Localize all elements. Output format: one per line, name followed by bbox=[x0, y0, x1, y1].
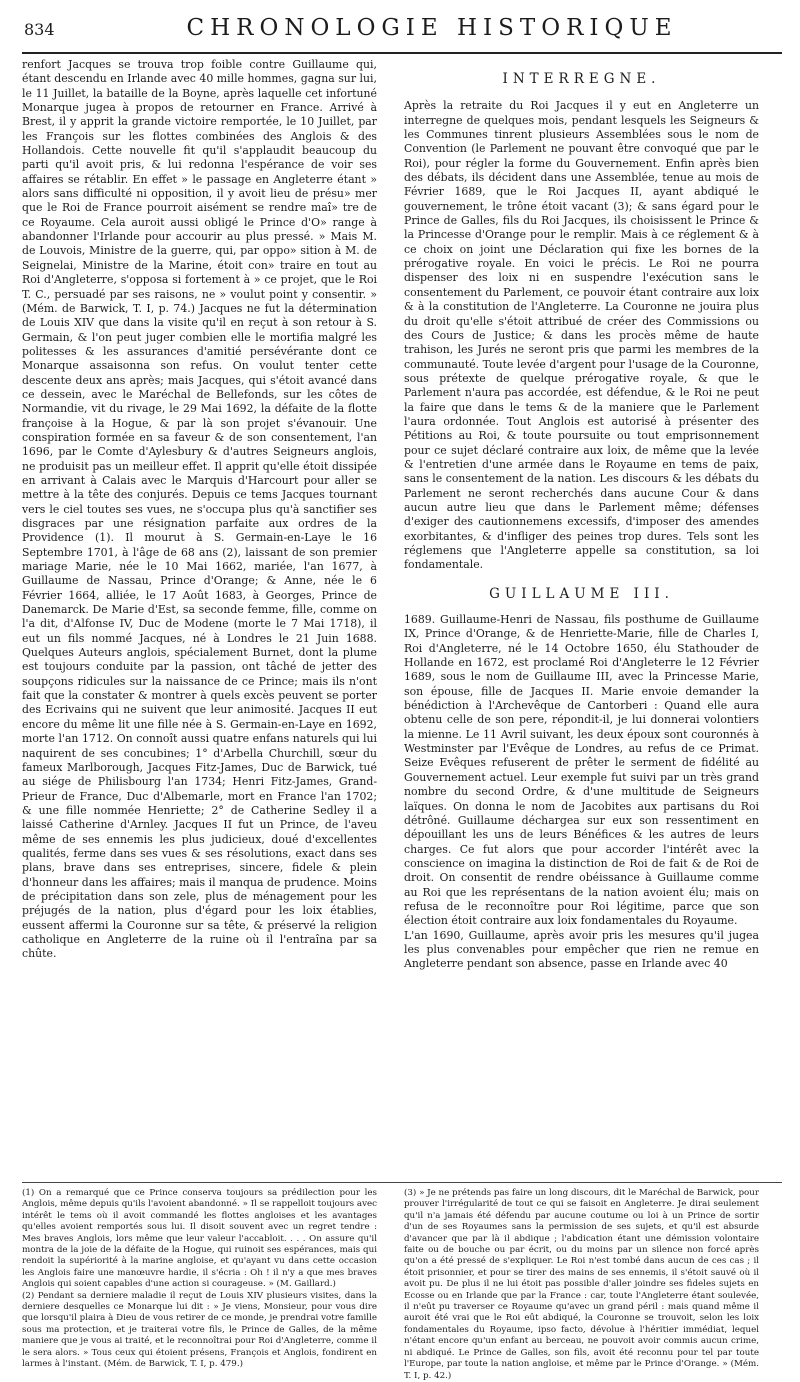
left-column bbox=[22, 58, 377, 962]
heading-interregne: INTERREGNE. bbox=[502, 71, 661, 87]
guillaume-paragraph-2: L'an 1690, Guillaume, après avoir pris les mesures qu'il jugea les plus convenables pour empêcher que rien ne remue en Angleterre pendant son absence, passe en Irlande avec 40 bbox=[404, 928, 759, 971]
footnote-2: (2) Pendant sa derniere maladie il reçut de Louis XIV plusieurs visites, dans la derniere desquelles ce Monarque lui dit : » Je viens, Monsieur, pour vous dire que lorsqu'il plaira à Dieu de vous retirer de ce monde, je prendrai votre famille sous ma protection, et je traiterai votre fils, le Prince de Galles, de la même maniere que je vous ai traité, et le reconnoîtrai pour Roi d'Angleterre, comme il le sera alors. » Tous ceux qui étoient présens, François et Anglois, fondirent en larmes à l'instant. (Mém. de Barwick, T. I, p. 479.) bbox=[22, 1290, 377, 1370]
footnote-3: (3) » Je ne prétends pas faire un long discours, dit le Maréchal de Barwick, pour prouver l'irrégularité de tout ce qui se faisoit en Angleterre. Je dirai seulement qu'il n'a jamais été défendu par aucune coutume ou loi à un Prince de sortir d'un de ses Royaumes sans la permission de ses sujets, et qu'il est absurde d'avancer que par là il abdique ; l'abdication étant une démission volontaire faite ou de bouche ou par écrit, ou du moins par un silence non forcé après qu'on a été pressé de s'expliquer. Le Roi n'est tombé dans aucun de ces cas ; il étoit prisonnier, et pour se tirer des mains de ses ennemis, il s'étoit sauvé où il avoit pu. De plus il ne lui étoit pas possible d'aller joindre ses fideles sujets en Ecosse ou en Irlande que par la France : car, toute l'Angleterre étant soulevée, il n'eût pu traverser ce Royaume qu'avec un grand péril : mais quand même il auroit été vrai que le Roi eût abdiqué, la Couronne se trouvoit, selon les loix fondamentales du Royaume, ipso facto, dévolue à l'héritier immédiat, lequel n'étant encore qu'un enfant au berceau, ne pouvoit avoir commis aucun crime, ni abdiqué. Le Prince de Galles, son fils, avoit été reconnu pour tel par toute l'Europe, par toute la nation angloise, et même par le Prince d'Orange. » (Mém. T. I, p. 42.) bbox=[404, 1188, 759, 1381]
heading-guillaume-iii: GUILLAUME III. bbox=[489, 585, 674, 602]
page-header bbox=[22, 8, 782, 54]
right-column bbox=[404, 58, 759, 972]
running-title: CHRONOLOGIE HISTORIQUE bbox=[186, 15, 678, 41]
interregne-paragraph: Après la retraite du Roi Jacques il y eut en Angleterre un interregne de quelques mois, pendant lesquels les Seigneurs & les Communes tinrent plusieurs Assemblées sous le nom de Convention (le Parlement ne pouvant être convoqué que par le Roi), pour régler la forme du Gouvernement. Enfin après bien des débats, ils décident dans une Assemblée, tenue au mois de Février 1689, que le Roi Jacques II, ayant abdiqué le gouvernement, le trône étoit vacant (3); & sans égard pour le Prince de Galles, fils du Roi Jacques, ils choisissent le Prince & la Princesse d'Orange pour le remplir. Mais à ce réglement & à ce choix on joint une Déclaration qui fixe les bornes de la prérogative royale. En voici le précis. Le Roi ne pourra dispenser des loix ni en suspendre l'exécution sans le consentement du Parlement, ce pouvoir étant contraire aux loix & à la constitution de l'Angleterre. La Couronne ne jouira plus du droit qu'elle s'étoit attribué de créer des Commissions ou des Cours de Justice; & dans les procès même de haute trahison, les Jurés ne seront pris que parmi les membres de la communauté. Toute levée d'argent pour l'usage de la Couronne, sous prétexte de quelque prérogative royale, & que le Parlement n'aura pas accordée, est défendue, & le Roi ne peut la faire que dans le tems & de la maniere que le Parlement l'aura ordonnée. Tout Anglois est autorisé à présenter des Pétitions au Roi, & toute poursuite ou tout emprisonnement pour ce sujet déclaré contraire aux loix, de même que la levée & l'entretien d'une armée dans le Royaume en tems de paix, sans le consentement de la nation. Les discours & les débats du Parlement ne seront recherchés dans aucune Cour & dans aucun autre lieu que dans le Parlement même; défenses d'exiger des cautionnemens excessifs, d'imposer des amendes exorbitantes, & d'infliger des peines trop dures. Tels sont les réglemens que l'Angleterre appelle sa constitution, sa loi fondamentale. bbox=[404, 99, 759, 572]
footnote-1: (1) On a remarqué que ce Prince conserva toujours sa prédilection pour les Anglois, même depuis qu'ils l'avoient abandonné. » Il se rappelloit toujours avec intérêt le tems où il avoit commandé les flottes angloises et les avantages qu'elles avoient remportés sous lui. Il disoit souvent avec un regret tendre : Mes braves Anglois, lors même que leur valeur l'accabloit. . . . On assure qu'il montra de la joie de la défaite de la Hogue, qui ruinoit ses espérances, mais qui rendoit la supériorité à la marine angloise, et qu'ayant vu dans cette occasion les Anglois faire une manœuvre hardie, il s'écria : Oh ! il n'y a que mes braves Anglois qui soient capables d'une action si courageuse. » (M. Gaillard.) bbox=[22, 1188, 377, 1290]
left-column-paragraph: renfort Jacques se trouva trop foible contre Guillaume qui, étant descendu en Irlande avec 40 mille hommes, gagna sur lui, le 11 Juillet, la bataille de la Boyne, après laquelle cet infortuné Monarque jugea à propos de retourner en France. Arrivé à Brest, il y apprit la grande victoire remportée, le 10 Juillet, par les François sur les flottes combinées des Anglois & des Hollandois. Cette nouvelle fit qu'il s'applaudit beaucoup du parti qu'il avoit pris, & lui redonna l'espérance de voir ses affaires se rétablir. En effet » le passage en Angleterre étant » alors sans difficulté ni opposition, il y avoit lieu de présu» mer que le Roi de France pourroit aisément se rendre maî» tre de ce Royaume. Cela auroit aussi obligé le Prince d'O» range à abandonner l'Irlande pour accourir au plus pressé. » Mais M. de Louvois, Ministre de la guerre, qui, par oppo» sition à M. de Seignelai, Ministre de la Marine, étoit con» traire en tout au Roi d'Angleterre, s'opposa si fortement à » ce projet, que le Roi T. C., persuadé par ses raisons, ne » voulut point y consentir. » (Mém. de Barwick, T. I, p. 74.) Jacques ne fut la détermination de Louis XIV que dans la visite qu'il en reçut à son retour à S. Germain, & l'on peut juger combien elle le mortifia malgré les politesses & les assurances d'amitié persévérante dont ce Monarque assaisonna son refus. On voulut tenter cette descente deux ans après; mais Jacques, qui s'étoit avancé dans ce dessein, avec le Maréchal de Bellefonds, sur les côtes de Normandie, vit du rivage, le 29 Mai 1692, la défaite de la flotte françoise à la Hogue, & par là son projet s'évanouir. Une conspiration formée en sa faveur & de son consentement, l'an 1696, par le Comte d'Aylesbury & d'autres Seigneurs anglois, ne produisit pas un meilleur effet. Il apprit qu'elle étoit dissipée en arrivant à Calais avec le Marquis d'Harcourt pour aller se mettre à la tête des conjurés. Depuis ce tems Jacques tournant vers le ciel toutes ses vues, ne s'occupa plus qu'à sanctifier ses disgraces par une résignation parfaite aux ordres de la Providence (1). Il mourut à S. Germain-en-Laye le 16 Septembre 1701, à l'âge de 68 ans (2), laissant de son premier mariage Marie, née le 10 Mai 1662, mariée, l'an 1677, à Guillaume de Nassau, Prince d'Orange; & Anne, née le 6 Février 1664, alliée, le 17 Août 1683, à Georges, Prince de Danemarck. De Marie d'Est, sa seconde femme, fille, comme on l'a dit, d'Alfonse IV, Duc de Modene (morte le 7 Mai 1718), il eut un fils nommé Jacques, né à Londres le 21 Juin 1688. Quelques Auteurs anglois, spécialement Burnet, dont la plume est toujours conduite par la passion, ont tâché de jetter des soupçons ridicules sur la naissance de ce Prince; mais ils n'ont fait que la constater & montrer à quels excès peuvent se porter des Ecrivains qui ne suivent que leur animosité. Jacques II eut encore du même lit une fille née à S. Germain-en-Laye en 1692, morte l'an 1712. On connoît aussi quatre enfans naturels qui lui naquirent de ses concubines; 1° d'Arbella Churchill, sœur du fameux Marlborough, Jacques Fitz-James, Duc de Barwick, tué au siége de Philisbourg l'an 1734; Henri Fitz-James, Grand-Prieur de France, Duc d'Albemarle, mort en France l'an 1702; & une fille nommée Henriette; 2° de Catherine Sedley il a laissé Catherine d'Arnley. Jacques II fut un Prince, de l'aveu même de ses ennemis les plus judicieux, doué d'excellentes qualités, ferme dans ses vues & ses résolutions, exact dans ses plans, brave dans ses entreprises, sincere, fidele & plein d'honneur dans les affaires; mais il manqua de prudence. Moins de précipitation dans son zele, plus de ménagement pour les préjugés de la nation, plus d'égard pour les loix établies, eussent affermi la Couronne sur sa tête, & préservé la religion catholique en Angleterre de la ruine où il l'entraîna par sa chûte. bbox=[22, 58, 377, 961]
footnotes-left bbox=[22, 1188, 377, 1371]
book-page bbox=[22, 8, 782, 1381]
page-number: 834 bbox=[24, 20, 55, 39]
guillaume-paragraph-1: 1689. Guillaume-Henri de Nassau, fils posthume de Guillaume IX, Prince d'Orange, & de Henriette-Marie, fille de Charles I, Roi d'Angleterre, né le 14 Octobre 1650, élu Stathouder de Hollande en 1672, est proclamé Roi d'Angleterre le 12 Février 1689, sous le nom de Guillaume III, avec la Princesse Marie, son épouse, fille de Jacques II. Marie envoie demander la bénédiction à l'Archevêque de Cantorberi : Quand elle aura obtenu celle de son pere, répondit-il, je lui donnerai volontiers la mienne. Le 11 Avril suivant, les deux époux sont couronnés à Westminster par l'Evêque de Londres, au refus de ce Primat. Seize Evêques refuserent de prêter le serment de fidélité au Gouvernement actuel. Leur exemple fut suivi par un très grand nombre du second Ordre, & d'une multitude de Seigneurs laïques. On donna le nom de Jacobites aux partisans du Roi détrôné. Guillaume déchargea sur eux son ressentiment en dépouillant les uns de leurs Bénéfices & les autres de leurs charges. Ce fut alors que pour accorder l'intérêt avec la conscience on imagina la distinction de Roi de fait & de Roi de droit. On consentit de rendre obéissance à Guillaume comme au Roi que les représentans de la nation avoient élu; mais on refusa de le reconnoître pour Roi légitime, parce que son élection étoit contraire aux loix fondamentales du Royaume. bbox=[404, 613, 759, 928]
footnote-divider bbox=[22, 1182, 782, 1183]
footnotes-right bbox=[404, 1188, 759, 1382]
